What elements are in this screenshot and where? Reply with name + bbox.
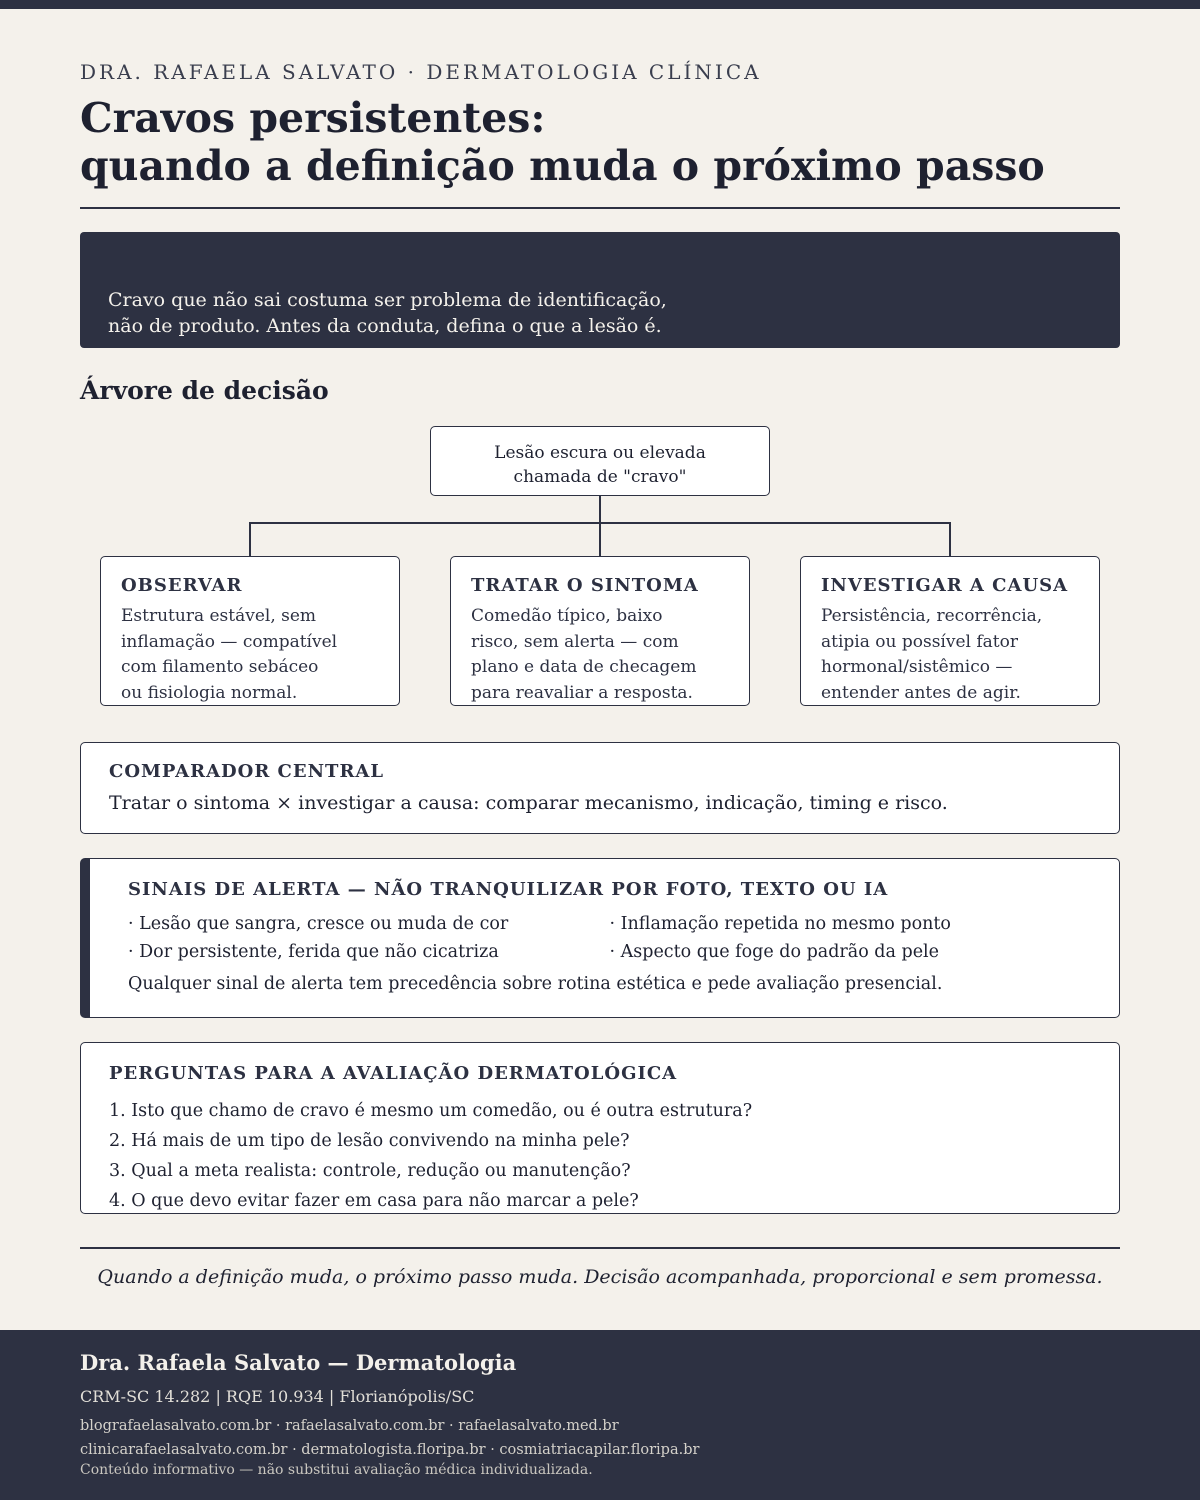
branch-line: hormonal/sistêmico —	[821, 657, 1013, 677]
page-title	[80, 94, 1045, 190]
branch-line: Estrutura estável, sem	[121, 606, 317, 626]
connector-left	[249, 522, 251, 556]
branch-title: TRATAR O SINTOMA	[471, 575, 699, 596]
branch-text	[821, 604, 1079, 706]
footer-disclaimer: Conteúdo informativo — não substitui avaliação médica individualizada.	[80, 1462, 593, 1478]
footer-sites	[80, 1414, 1120, 1462]
header-divider	[80, 207, 1120, 209]
page-title-line-2: quando a definição muda o próximo passo	[80, 142, 1045, 190]
questions-box	[80, 1042, 1120, 1214]
branch-line: para reavaliar a resposta.	[471, 682, 693, 703]
alerts-left-column	[128, 910, 610, 966]
alert-item: · Lesão que sangra, cresce ou muda de cor	[128, 914, 509, 934]
list-item: 1. Isto que chamo de cravo é mesmo um comedão, ou é outra estrutura?	[109, 1101, 753, 1121]
closing-divider	[80, 1247, 1120, 1249]
comparator-title: COMPARADOR CENTRAL	[109, 761, 385, 782]
alert-item: · Aspecto que foge do padrão da pele	[609, 942, 940, 962]
alerts-footer: Qualquer sinal de alerta tem precedência sobre rotina estética e pede avaliação presencial.	[128, 974, 943, 994]
alert-item: · Dor persistente, ferida que não cicatriza	[128, 942, 499, 962]
questions-title: PERGUNTAS PARA A AVALIAÇÃO DERMATOLÓGICA	[109, 1063, 678, 1084]
list-item: 2. Há mais de um tipo de lesão convivendo na minha pele?	[109, 1131, 630, 1151]
branch-line: ou fisiologia normal.	[121, 682, 298, 703]
intro-banner	[80, 232, 1120, 348]
branch-line: entender antes de agir.	[821, 682, 1021, 703]
branch-title: INVESTIGAR A CAUSA	[821, 575, 1069, 596]
branch-line: atipia ou possível fator	[821, 631, 1018, 652]
branch-investigar-causa	[800, 556, 1100, 706]
top-accent-bar	[0, 0, 1200, 9]
alerts-right-column	[610, 910, 1092, 966]
footer	[0, 1330, 1200, 1500]
branch-line: plano e data de checagem	[471, 657, 697, 677]
branch-text	[471, 604, 729, 706]
connector-trunk	[599, 496, 601, 556]
alerts-title: SINAIS DE ALERTA — NÃO TRANQUILIZAR POR FOTO, TEXTO OU IA	[128, 879, 889, 900]
questions-list	[109, 1096, 1091, 1216]
connector-horizontal	[249, 522, 951, 524]
alerts-columns	[128, 910, 1091, 966]
header-kicker: DRA. RAFAELA SALVATO · DERMATOLOGIA CLÍNICA	[80, 60, 762, 84]
branch-text	[121, 604, 379, 706]
intro-line-1: Cravo que não sai costuma ser problema de identificação,	[108, 289, 667, 311]
root-line-1: Lesão escura ou elevada	[494, 443, 706, 463]
footer-name: Dra. Rafaela Salvato — Dermatologia	[80, 1350, 517, 1375]
alert-signs-box	[80, 858, 1120, 1018]
branch-tratar-sintoma	[450, 556, 750, 706]
branch-observar	[100, 556, 400, 706]
branch-line: Persistência, recorrência,	[821, 606, 1043, 626]
intro-line-2: não de produto. Antes da conduta, defina o que a lesão é.	[108, 315, 662, 337]
comparator-box	[80, 742, 1120, 834]
decision-tree-title: Árvore de decisão	[80, 376, 329, 405]
footer-credentials: CRM-SC 14.282 | RQE 10.934 | Florianópolis/SC	[80, 1387, 475, 1406]
page-title-line-1: Cravos persistentes:	[80, 94, 546, 142]
branch-line: inflamação — compatível	[121, 631, 338, 652]
branch-line: risco, sem alerta — com	[471, 631, 679, 652]
alert-item: · Inflamação repetida no mesmo ponto	[609, 914, 951, 934]
list-item: 3. Qual a meta realista: controle, redução ou manutenção?	[109, 1161, 631, 1181]
tree-root-node	[430, 426, 770, 496]
footer-sites-line-2: clinicarafaelasalvato.com.br · dermatologista.floripa.br · cosmiatriacapilar.floripa.br	[80, 1442, 700, 1458]
comparator-text: Tratar o sintoma × investigar a causa: comparar mecanismo, indicação, timing e risco.	[109, 792, 948, 814]
closing-statement: Quando a definição muda, o próximo passo muda. Decisão acompanhada, proporcional e sem promessa.	[97, 1266, 1103, 1288]
root-line-2: chamada de "cravo"	[513, 467, 687, 487]
intro-text	[108, 287, 808, 339]
footer-sites-line-1: blografaelasalvato.com.br · rafaelasalvato.com.br · rafaelasalvato.med.br	[80, 1418, 619, 1434]
list-item: 4. O que devo evitar fazer em casa para não marcar a pele?	[109, 1191, 639, 1211]
branch-line: com filamento sebáceo	[121, 657, 319, 677]
branch-title: OBSERVAR	[121, 575, 243, 596]
branch-line: Comedão típico, baixo	[471, 606, 663, 626]
connector-right	[949, 522, 951, 556]
